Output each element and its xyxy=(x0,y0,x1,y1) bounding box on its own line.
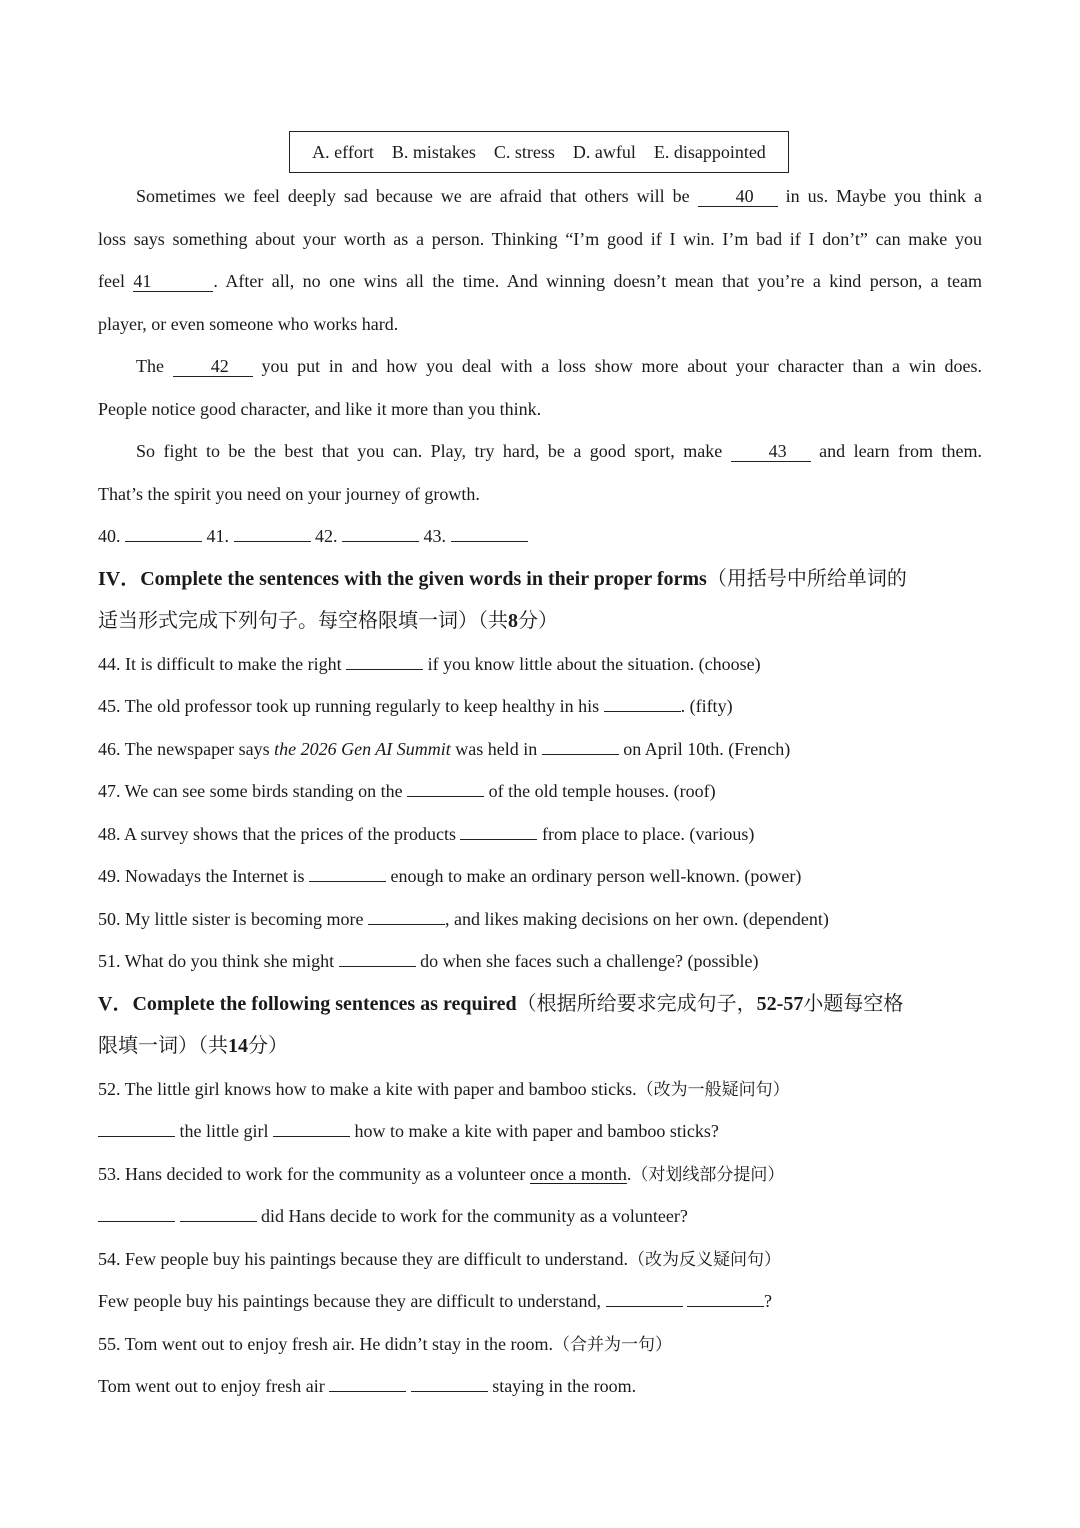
question-text: 50. My little sister is becoming more xyxy=(98,909,364,929)
question-instruction: （改为一般疑问句） xyxy=(636,1080,790,1100)
section-5-range: 52-57 xyxy=(756,993,804,1015)
blank-43[interactable]: 43 xyxy=(731,441,811,462)
answer-text: staying in the room. xyxy=(492,1376,637,1396)
question-text: 49. Nowadays the Internet is xyxy=(98,866,305,886)
passage-text: The xyxy=(136,356,164,376)
question-text: from place to place. (various) xyxy=(541,824,755,844)
answer-blank-45[interactable] xyxy=(604,691,681,712)
answer-row xyxy=(98,515,982,557)
question-text: 51. What do you think she might xyxy=(98,951,335,971)
answer-text: Few people buy his paintings because they are difficult to understand, xyxy=(98,1291,602,1311)
question-text: 44. It is difficult to make the right xyxy=(98,654,342,674)
question-47 xyxy=(98,770,982,812)
passage-text: feel xyxy=(98,271,125,291)
question-45 xyxy=(98,685,982,727)
answer-text: how to make a kite with paper and bamboo sticks? xyxy=(354,1121,719,1141)
passage-p3-line2: That’s the spirit you need on your journey of growth. xyxy=(98,484,480,504)
question-text: was held in xyxy=(455,739,538,759)
question-text: 48. A survey shows that the prices of the products xyxy=(98,824,456,844)
answer-blank-54a[interactable] xyxy=(606,1286,683,1307)
section-5-instruction: 限填一词）（共 xyxy=(98,1035,228,1057)
answer-blank-55b[interactable] xyxy=(411,1371,488,1392)
blank-42[interactable]: 42 xyxy=(173,356,253,377)
question-46 xyxy=(98,728,982,770)
answer-blank-55a[interactable] xyxy=(329,1371,406,1392)
answer-blank-51[interactable] xyxy=(339,946,416,967)
section-5-title-cn2: 小题每空格 xyxy=(803,993,904,1015)
answer-text: the little girl xyxy=(179,1121,269,1141)
question-instruction: （合并为一句） xyxy=(553,1335,673,1355)
question-text: . xyxy=(626,1164,632,1184)
answer-blank-43[interactable] xyxy=(451,521,528,542)
question-44 xyxy=(98,643,982,685)
question-text: on April 10th. (French) xyxy=(623,739,791,759)
passage-text: you put in and how you deal with a loss show more about your character than a win does. xyxy=(261,356,982,376)
answer-blank-47[interactable] xyxy=(407,776,484,797)
word-option-b: B. mistakes xyxy=(391,141,476,162)
section-4-title-cn: （用括号中所给单词的 xyxy=(706,568,907,590)
answer-blank-54b[interactable] xyxy=(687,1286,764,1307)
answer-blank-42[interactable] xyxy=(342,521,419,542)
question-text: . (fifty) xyxy=(680,696,733,716)
question-49 xyxy=(98,855,982,897)
section-5-points: 14 xyxy=(228,1035,248,1057)
word-option-d: D. awful xyxy=(572,141,636,162)
question-50 xyxy=(98,898,982,940)
question-55 xyxy=(98,1323,982,1365)
question-text: 53. Hans decided to work for the community as a volunteer xyxy=(98,1164,526,1184)
answer-blank-41[interactable] xyxy=(234,521,311,542)
answer-blank-53b[interactable] xyxy=(180,1201,257,1222)
word-option-c: C. stress xyxy=(493,141,555,162)
blank-41[interactable]: 41 xyxy=(133,271,213,292)
question-text: 45. The old professor took up running regularly to keep healthy in his xyxy=(98,696,600,716)
answer-blank-50[interactable] xyxy=(368,904,445,925)
section-4-heading-line2 xyxy=(98,600,982,642)
section-5-points-unit: 分） xyxy=(248,1035,288,1057)
question-text: 46. The newspaper says xyxy=(98,739,270,759)
section-4-instruction: 适当形式完成下列句子。每空格限填一词）（共 xyxy=(98,610,508,632)
question-53-answer xyxy=(98,1195,982,1237)
passage-p1-line4: player, or even someone who works hard. xyxy=(98,314,399,334)
blank-40[interactable]: 40 xyxy=(698,186,778,207)
passage-p2-line2: People notice good character, and like it more than you think. xyxy=(98,399,542,419)
answer-text: Tom went out to enjoy fresh air xyxy=(98,1376,325,1396)
question-54 xyxy=(98,1238,982,1280)
section-4-heading xyxy=(98,558,982,600)
question-52-answer xyxy=(98,1110,982,1152)
answer-label-41: 41. xyxy=(206,526,229,546)
question-text: 47. We can see some birds standing on the xyxy=(98,781,403,801)
answer-text: did Hans decide to work for the community as a volunteer? xyxy=(261,1206,688,1226)
answer-blank-49[interactable] xyxy=(309,861,386,882)
passage-text: in us. Maybe you think a xyxy=(785,186,983,206)
question-53 xyxy=(98,1153,982,1195)
underlined-phrase: once a month xyxy=(529,1164,627,1184)
section-4-points: 8 xyxy=(508,610,518,632)
question-text: 54. Few people buy his paintings because they are difficult to understand. xyxy=(98,1249,629,1269)
question-54-answer xyxy=(98,1280,982,1322)
answer-blank-48[interactable] xyxy=(460,819,537,840)
answer-blank-40[interactable] xyxy=(125,521,202,542)
question-52 xyxy=(98,1068,982,1110)
question-text: of the old temple houses. (roof) xyxy=(488,781,716,801)
question-italic-title: the 2026 Gen AI Summit xyxy=(274,739,451,759)
answer-label-40: 40. xyxy=(98,526,121,546)
section-5-heading xyxy=(98,983,982,1025)
question-text: 55. Tom went out to enjoy fresh air. He didn’t stay in the room. xyxy=(98,1334,554,1354)
question-text: 52. The little girl knows how to make a kite with paper and bamboo sticks. xyxy=(98,1079,637,1099)
answer-blank-52b[interactable] xyxy=(273,1116,350,1137)
passage-p1-line1 xyxy=(98,175,982,217)
question-48 xyxy=(98,813,982,855)
section-5-title-cn: （根据所给要求完成句子， xyxy=(516,993,757,1015)
answer-label-43: 43. xyxy=(423,526,446,546)
passage-text: . After all, no one wins all the time. And winning doesn’t mean that you’re a kind person, a team xyxy=(213,271,983,291)
passage-text: Sometimes we feel deeply sad because we are afraid that others will be xyxy=(136,186,690,206)
section-4-points-unit: 分） xyxy=(518,610,558,632)
question-instruction: （对划线部分提问） xyxy=(631,1165,785,1185)
question-instruction: （改为反义疑问句） xyxy=(628,1250,782,1270)
passage-p3-line1 xyxy=(98,430,982,472)
section-5-heading-line2 xyxy=(98,1025,982,1067)
passage-p2-line1 xyxy=(98,345,982,387)
answer-blank-52a[interactable] xyxy=(98,1116,175,1137)
section-4-title-en: IV．Complete the sentences with the given words in their proper forms xyxy=(98,568,707,590)
passage-text: So fight to be the best that you can. Play, try hard, be a good sport, make xyxy=(136,441,723,461)
word-bank-box xyxy=(289,131,789,173)
section-5-title-en: V．Complete the following sentences as required xyxy=(98,993,517,1015)
word-option-e: E. disappointed xyxy=(653,141,766,162)
question-text: enough to make an ordinary person well-known. (power) xyxy=(390,866,802,886)
question-text: if you know little about the situation. (choose) xyxy=(427,654,761,674)
word-option-a: A. effort xyxy=(312,141,374,162)
passage-text: and learn from them. xyxy=(819,441,982,461)
question-text: do when she faces such a challenge? (possible) xyxy=(420,951,759,971)
question-55-answer xyxy=(98,1365,982,1407)
answer-blank-53a[interactable] xyxy=(98,1201,175,1222)
passage-p1-line3 xyxy=(98,260,982,302)
answer-text: ? xyxy=(764,1291,773,1311)
answer-label-42: 42. xyxy=(315,526,338,546)
question-51 xyxy=(98,940,982,982)
question-text: , and likes making decisions on her own. (dependent) xyxy=(444,909,829,929)
answer-blank-46[interactable] xyxy=(542,734,619,755)
passage-p1-line2: loss says something about your worth as a person. Thinking “I’m good if I win. I’m bad if I don’t” can make you xyxy=(98,229,982,249)
answer-blank-44[interactable] xyxy=(346,649,423,670)
